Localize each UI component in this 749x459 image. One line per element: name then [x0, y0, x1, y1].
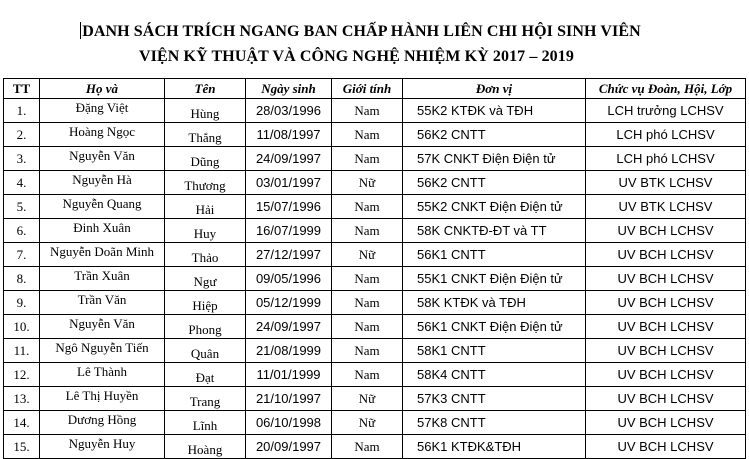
table-row [4, 411, 746, 435]
table-row [4, 435, 746, 459]
cell-ngay-sinh: 03/01/1997 [246, 171, 332, 195]
cell-ngay-sinh: 21/10/1997 [246, 387, 332, 411]
cell-tt: 15. [4, 435, 40, 459]
table-row [4, 171, 746, 195]
header-ho: Họ và [40, 79, 165, 99]
cell-tt: 3. [4, 147, 40, 171]
table-row [4, 123, 746, 147]
cell-chuc-vu: UV BTK LCHSV [586, 171, 746, 195]
table-row [4, 339, 746, 363]
table-row [4, 243, 746, 267]
cell-ten: Lĩnh [165, 411, 246, 435]
cell-ho: Dương Hồng [40, 411, 165, 435]
cell-ho: Đặng Việt [40, 99, 165, 123]
cell-chuc-vu: UV BTK LCHSV [586, 195, 746, 219]
cell-ngay-sinh: 21/08/1999 [246, 339, 332, 363]
table-row [4, 363, 746, 387]
cell-chuc-vu: UV BCH LCHSV [586, 267, 746, 291]
cell-chuc-vu: UV BCH LCHSV [586, 243, 746, 267]
cell-don-vi: 55K2 KTĐK và TĐH [403, 99, 586, 123]
cell-don-vi: 57K3 CNTT [403, 387, 586, 411]
header-don-vi: Đơn vị [403, 79, 586, 99]
cell-ten: Hoàng [165, 435, 246, 459]
cell-chuc-vu: UV BCH LCHSV [586, 291, 746, 315]
cell-gioi-tinh: Nam [332, 291, 403, 315]
cell-ngay-sinh: 11/01/1999 [246, 363, 332, 387]
cell-chuc-vu: UV BCH LCHSV [586, 339, 746, 363]
cell-ten: Đạt [165, 363, 246, 387]
cell-tt: 8. [4, 267, 40, 291]
table-row [4, 267, 746, 291]
cell-ngay-sinh: 06/10/1998 [246, 411, 332, 435]
cell-tt: 4. [4, 171, 40, 195]
table-row [4, 291, 746, 315]
cell-ho: Nguyễn Hà [40, 171, 165, 195]
cell-don-vi: 56K2 CNTT [403, 171, 586, 195]
cell-ho: Hoàng Ngọc [40, 123, 165, 147]
cell-ho: Đinh Xuân [40, 219, 165, 243]
cell-don-vi: 56K1 KTĐK&TĐH [403, 435, 586, 459]
cell-ho: Trần Xuân [40, 267, 165, 291]
cell-ten: Dũng [165, 147, 246, 171]
cell-don-vi: 58K KTĐK và TĐH [403, 291, 586, 315]
cell-tt: 10. [4, 315, 40, 339]
cell-chuc-vu: UV BCH LCHSV [586, 363, 746, 387]
cell-don-vi: 56K2 CNTT [403, 123, 586, 147]
document-title-line-1 [0, 22, 735, 41]
cell-tt: 2. [4, 123, 40, 147]
cell-ho: Nguyễn Văn [40, 147, 165, 171]
cell-gioi-tinh: Nam [332, 99, 403, 123]
header-ngay-sinh: Ngày sinh [246, 79, 332, 99]
cell-chuc-vu: UV BCH LCHSV [586, 219, 746, 243]
cell-ho: Trần Văn [40, 291, 165, 315]
cell-chuc-vu: UV BCH LCHSV [586, 435, 746, 459]
cell-don-vi: 56K1 CNKT Điện Điện tử [403, 315, 586, 339]
cell-ten: Hải [165, 195, 246, 219]
cell-ho: Nguyễn Huy [40, 435, 165, 459]
cell-ngay-sinh: 09/05/1996 [246, 267, 332, 291]
cell-gioi-tinh: Nam [332, 195, 403, 219]
table-row [4, 147, 746, 171]
cell-ngay-sinh: 27/12/1997 [246, 243, 332, 267]
cell-tt: 5. [4, 195, 40, 219]
cell-tt: 9. [4, 291, 40, 315]
cell-ten: Hiệp [165, 291, 246, 315]
cell-chuc-vu: LCH trưởng LCHSV [586, 99, 746, 123]
cell-gioi-tinh: Nam [332, 123, 403, 147]
cell-don-vi: 58K1 CNTT [403, 339, 586, 363]
cell-don-vi: 57K8 CNTT [403, 411, 586, 435]
cell-tt: 11. [4, 339, 40, 363]
cell-ho: Nguyễn Doãn Minh [40, 243, 165, 267]
cell-don-vi: 57K CNKT Điện Điện tử [403, 147, 586, 171]
header-gioi-tinh: Giới tính [332, 79, 403, 99]
table-body [4, 99, 746, 459]
cell-gioi-tinh: Nam [332, 315, 403, 339]
title-text-1: DANH SÁCH TRÍCH NGANG BAN CHẤP HÀNH LIÊN CHI HỘI SINH VIÊN [82, 23, 641, 40]
cell-gioi-tinh: Nữ [332, 387, 403, 411]
cell-don-vi: 55K2 CNKT Điện Điện tử [403, 195, 586, 219]
cell-ngay-sinh: 24/09/1997 [246, 315, 332, 339]
cell-gioi-tinh: Nữ [332, 243, 403, 267]
cell-tt: 14. [4, 411, 40, 435]
cell-tt: 13. [4, 387, 40, 411]
cell-ngay-sinh: 11/08/1997 [246, 123, 332, 147]
cell-gioi-tinh: Nữ [332, 171, 403, 195]
cell-ten: Quân [165, 339, 246, 363]
cell-ten: Trang [165, 387, 246, 411]
member-table [3, 78, 746, 459]
cell-ngay-sinh: 24/09/1997 [246, 147, 332, 171]
cell-ho: Lê Thị Huyền [40, 387, 165, 411]
cell-don-vi: 58K CNKTĐ-ĐT và TT [403, 219, 586, 243]
cell-don-vi: 55K1 CNKT Điện Điện tử [403, 267, 586, 291]
cell-ngay-sinh: 20/09/1997 [246, 435, 332, 459]
cell-gioi-tinh: Nam [332, 435, 403, 459]
cell-ho: Ngô Nguyễn Tiến [40, 339, 165, 363]
header-tt: TT [4, 79, 40, 99]
cell-ten: Thắng [165, 123, 246, 147]
cell-ten: Thương [165, 171, 246, 195]
cell-ho: Lê Thành [40, 363, 165, 387]
cell-chuc-vu: LCH phó LCHSV [586, 147, 746, 171]
cell-ten: Huy [165, 219, 246, 243]
cell-don-vi: 56K1 CNTT [403, 243, 586, 267]
cell-chuc-vu: UV BCH LCHSV [586, 411, 746, 435]
cell-ten: Hùng [165, 99, 246, 123]
cell-ten: Phong [165, 315, 246, 339]
cell-tt: 6. [4, 219, 40, 243]
table-row [4, 195, 746, 219]
cell-tt: 1. [4, 99, 40, 123]
cell-ten: Thảo [165, 243, 246, 267]
cell-gioi-tinh: Nam [332, 267, 403, 291]
cell-ngay-sinh: 15/07/1996 [246, 195, 332, 219]
document-title-line-2: VIỆN KỸ THUẬT VÀ CÔNG NGHỆ NHIỆM KỲ 2017 – 2019 [139, 48, 574, 65]
cell-chuc-vu: UV BCH LCHSV [586, 387, 746, 411]
table-row [4, 219, 746, 243]
cell-ngay-sinh: 28/03/1996 [246, 99, 332, 123]
cell-gioi-tinh: Nam [332, 147, 403, 171]
table-header-row [4, 79, 746, 99]
table-row [4, 387, 746, 411]
cell-chuc-vu: UV BCH LCHSV [586, 315, 746, 339]
table-row [4, 315, 746, 339]
cell-don-vi: 58K4 CNTT [403, 363, 586, 387]
cell-chuc-vu: LCH phó LCHSV [586, 123, 746, 147]
table-row [4, 99, 746, 123]
cell-gioi-tinh: Nữ [332, 411, 403, 435]
cell-ho: Nguyễn Quang [40, 195, 165, 219]
cell-gioi-tinh: Nam [332, 219, 403, 243]
cell-ngay-sinh: 05/12/1999 [246, 291, 332, 315]
cell-ho: Nguyễn Văn [40, 315, 165, 339]
header-chuc-vu: Chức vụ Đoàn, Hội, Lớp [586, 79, 746, 99]
cell-tt: 7. [4, 243, 40, 267]
cell-ngay-sinh: 16/07/1999 [246, 219, 332, 243]
header-ten: Tên [165, 79, 246, 99]
cell-tt: 12. [4, 363, 40, 387]
cell-ten: Ngư [165, 267, 246, 291]
cell-gioi-tinh: Nam [332, 363, 403, 387]
cell-gioi-tinh: Nam [332, 339, 403, 363]
